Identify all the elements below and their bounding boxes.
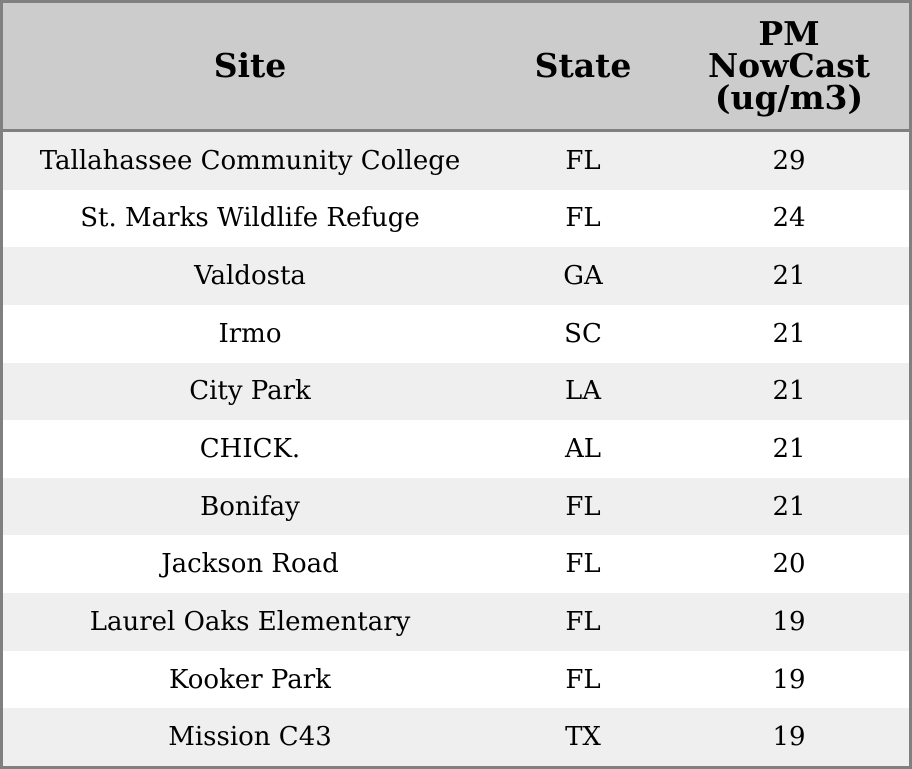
cell-pm-nowcast: 24 xyxy=(772,203,806,234)
cell-site: Kooker Park xyxy=(169,664,331,695)
cell-site: Irmo xyxy=(218,318,282,349)
cell-state: TX xyxy=(565,722,601,753)
header-pm-line-1: PM xyxy=(758,14,820,53)
cell-pm-nowcast: 19 xyxy=(772,664,806,695)
table-row xyxy=(3,478,909,536)
cell-state: FL xyxy=(565,145,601,176)
cell-site: Laurel Oaks Elementary xyxy=(89,606,411,637)
cell-state: SC xyxy=(564,318,602,349)
cell-site: Bonifay xyxy=(200,491,300,522)
header-state xyxy=(497,3,669,129)
cell-state: FL xyxy=(565,549,601,580)
table-body xyxy=(3,132,909,766)
table-row xyxy=(3,305,909,363)
table-row xyxy=(3,247,909,305)
header-site xyxy=(3,3,497,129)
table-row xyxy=(3,535,909,593)
cell-state: FL xyxy=(565,606,601,637)
cell-state: AL xyxy=(564,433,602,464)
table-row xyxy=(3,651,909,709)
cell-pm-nowcast: 29 xyxy=(772,145,806,176)
cell-state: LA xyxy=(564,376,602,407)
header-site-label: Site xyxy=(213,46,287,85)
cell-state: GA xyxy=(563,261,603,292)
cell-pm-nowcast: 19 xyxy=(772,606,806,637)
cell-site: CHICK. xyxy=(199,433,301,464)
cell-site: Valdosta xyxy=(194,261,306,292)
table-row xyxy=(3,190,909,248)
header-pm-line-2: NowCast xyxy=(707,46,871,85)
cell-site: St. Marks Wildlife Refuge xyxy=(80,203,420,234)
table-row xyxy=(3,708,909,766)
cell-pm-nowcast: 21 xyxy=(772,261,806,292)
header-pm-nowcast xyxy=(669,3,909,129)
cell-site: City Park xyxy=(189,376,311,407)
cell-state: FL xyxy=(565,664,601,695)
cell-pm-nowcast: 21 xyxy=(772,433,806,464)
cell-pm-nowcast: 21 xyxy=(772,491,806,522)
header-state-label: State xyxy=(534,46,632,85)
cell-pm-nowcast: 21 xyxy=(772,318,806,349)
cell-state: FL xyxy=(565,203,601,234)
cell-pm-nowcast: 20 xyxy=(772,549,806,580)
cell-state: FL xyxy=(565,491,601,522)
header-pm-line-3: (ug/m3) xyxy=(714,78,864,117)
cell-site: Tallahassee Community College xyxy=(39,145,461,176)
cell-site: Jackson Road xyxy=(161,549,339,580)
table-header-row xyxy=(3,3,909,132)
cell-pm-nowcast: 19 xyxy=(772,722,806,753)
table-row xyxy=(3,132,909,190)
table-row xyxy=(3,593,909,651)
cell-site: Mission C43 xyxy=(168,722,332,753)
table-row xyxy=(3,363,909,421)
table-row xyxy=(3,420,909,478)
cell-pm-nowcast: 21 xyxy=(772,376,806,407)
